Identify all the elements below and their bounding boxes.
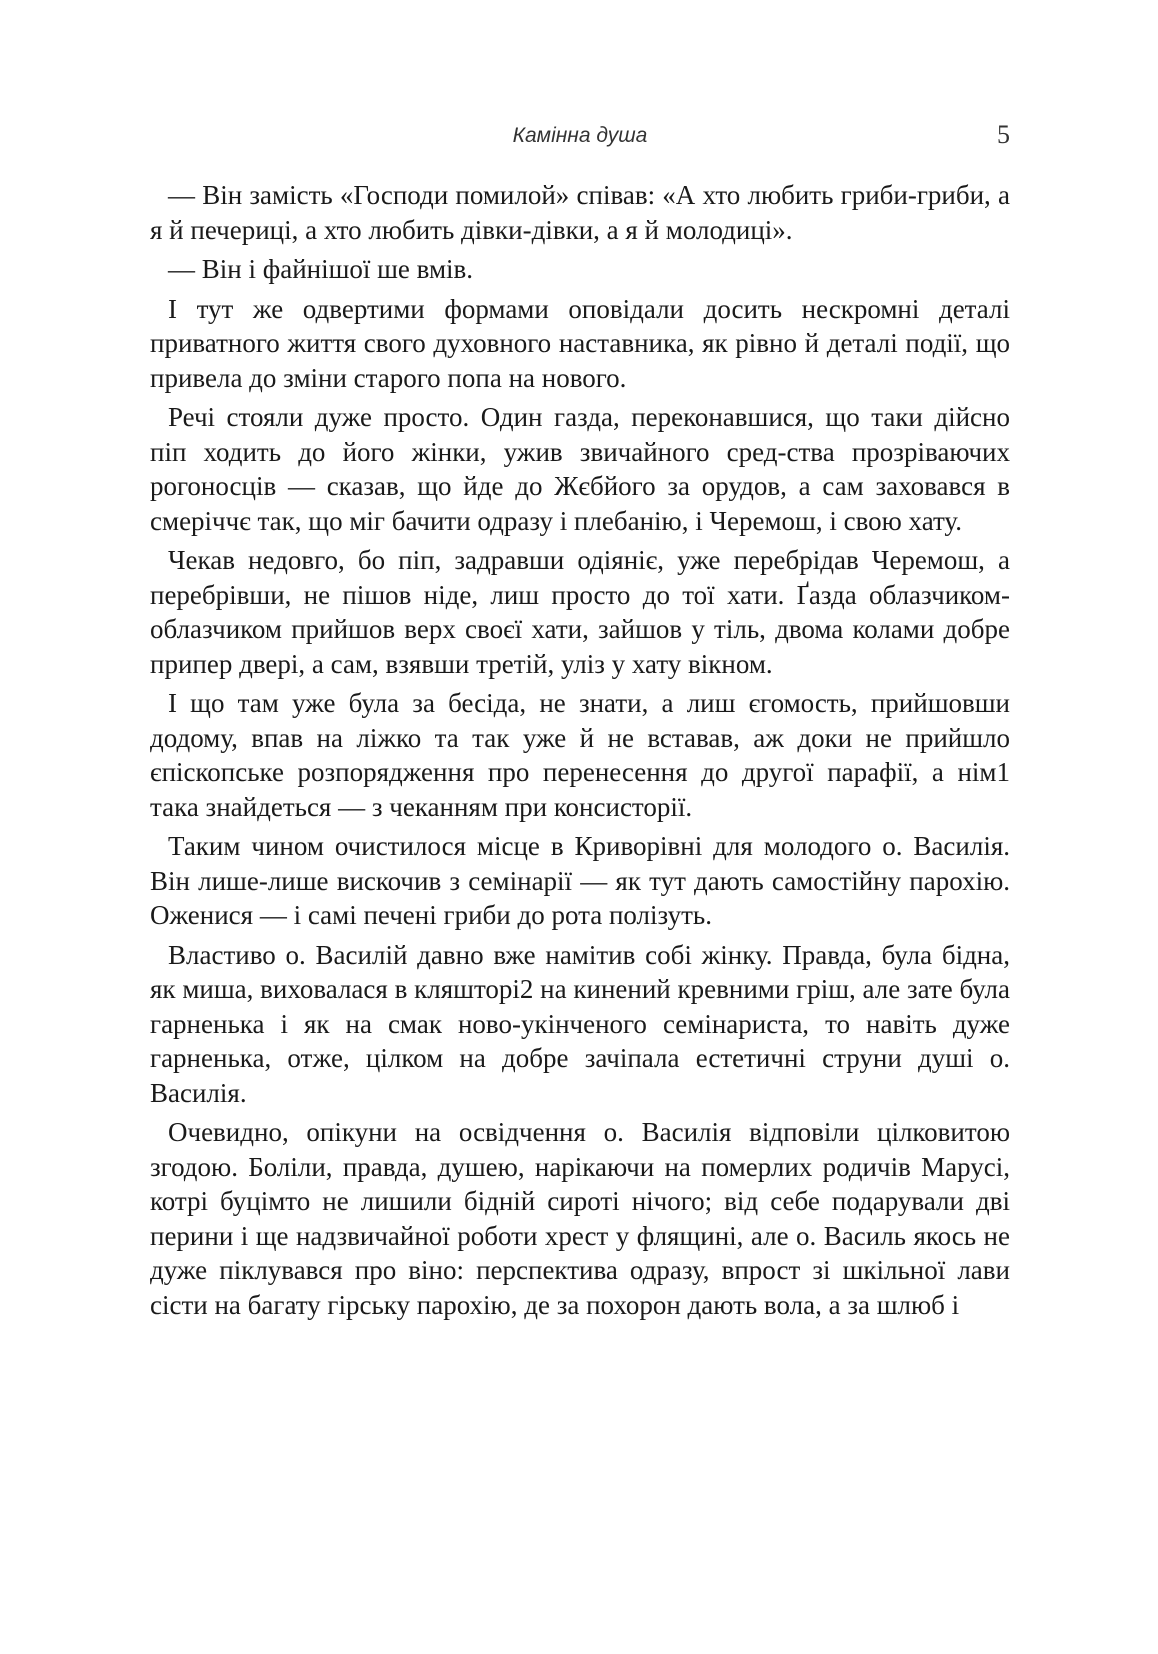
running-head <box>150 120 1010 160</box>
paragraph: Таким чином очистилося місце в Криворівні для молодого о. Василія. Він лише-лише вискочив з семінарії — як тут дають самостійну парохію. Оженися — і самі печені гриби до рота полізуть. <box>150 831 1010 930</box>
paragraph: Очевидно, опікуни на освідчення о. Василія відповіли цілковитою згодою. Боліли, правда, душею, нарікаючи на померлих родичів Марусі, котрі буцімто не лишили бідній сироті нічого; від себе подарували дві перини і ще надзвичайної роботи хрест у флящині, але о. Василь якось не дуже піклувався про віно: перспектива одразу, впрост зі шкільної лави сісти на багату гірську парохію, де за похорон дають вола, а за шлюб і <box>150 1117 1010 1320</box>
paragraph: І тут же одвертими формами оповідали досить нескромні деталі приватного життя свого духовного наставника, як рівно й деталі події, що привела до зміни старого попа на нового. <box>150 293 1010 393</box>
paragraph: — Він і файнішої ше вмів. <box>168 254 474 284</box>
paragraph: Речі стояли дуже просто. Один газда, переконавшися, що таки дійсно піп ходить до його жінки, ужив звичайного сред-ства прозріваючих рогоносців — сказав, що йде до Жєбйого за орудов, а сам заховався в смеріччє так, що міг бачити одразу і плебанію, і Черемош, і свою хату. <box>150 402 1010 536</box>
paragraph: — Він замість «Господи помилой» співав: «А хто любить гриби-гриби, а я й печериці, а хто любить дівки-дівки, а я й молодиці». <box>150 180 1010 245</box>
paragraph: І що там уже була за бесіда, не знати, а лиш єгомость, прийшовши додому, впав на ліжко та так уже й не вставав, аж доки не прийшло єпіскопське розпорядження про перенесення до другої парафії, а нім1 така знайдеться — з чеканням при консисторії. <box>150 688 1010 822</box>
paragraph: Властиво о. Василій давно вже намітив собі жінку. Правда, була бідна, як миша, виховалася в кляшторі2 на кинений кревними гріш, але зате була гарненька і як на смак ново-укінченого семінариста, то навіть дуже гарненька, отже, цілком на добре зачіпала естетичні струни душі о. Василія. <box>150 939 1010 1108</box>
page-number: 5 <box>997 120 1010 149</box>
body-text <box>150 178 1010 1327</box>
paragraph: Чекав недовго, бо піп, задравши одіяніє, уже перебрідав Черемош, а перебрівши, не пішов ніде, лиш просто до тої хати. Ґазда облазчиком-облазчиком прийшов верх своєї хати, зайшов у тіль, двома колами добре припер двері, а сам, взявши третій, уліз у хату вікном. <box>150 545 1010 679</box>
running-title: Камінна душа <box>512 124 648 147</box>
